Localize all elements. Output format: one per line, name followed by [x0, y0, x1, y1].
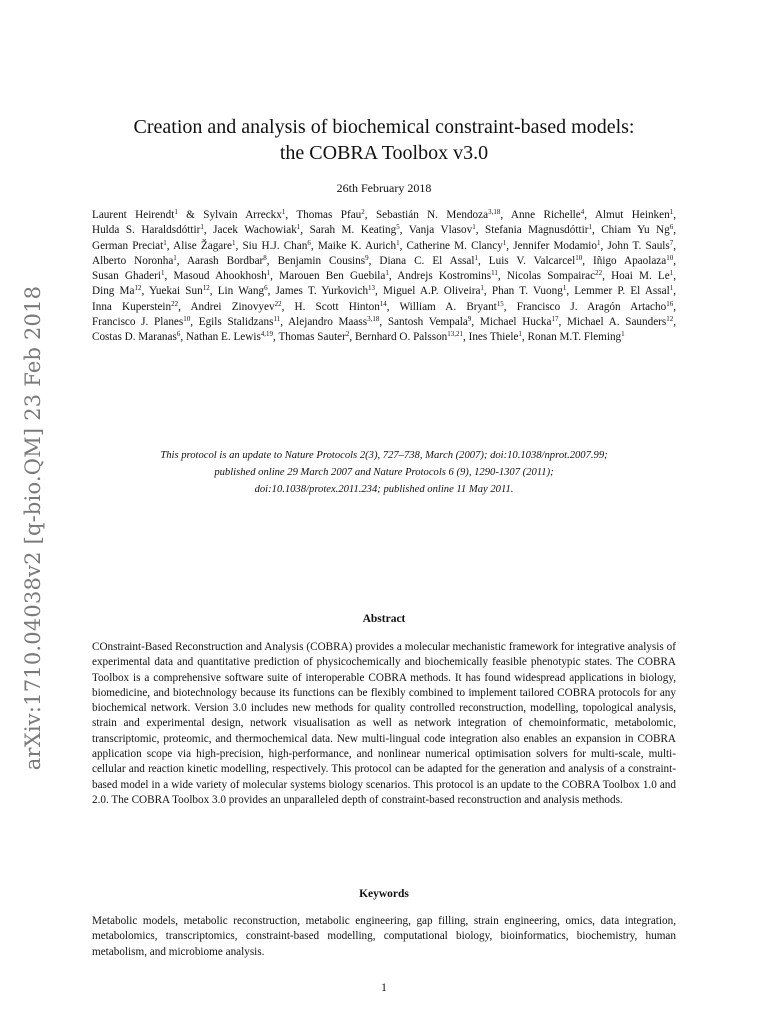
author-name: Francisco J. Planes	[92, 316, 184, 329]
author-affiliation: 13,21	[447, 330, 464, 339]
author-name: Andrejs Kostromins	[397, 270, 492, 283]
protocol-note-line-2: published online 29 March 2007 and Nature Protocols 6 (9), 1290-1307 (2011);	[214, 467, 554, 478]
author-name: Hoai M. Le	[611, 270, 670, 283]
author-name: German Preciat	[92, 239, 164, 252]
author-entry	[213, 224, 300, 236]
author-name: Andrei Zinovyev	[190, 300, 275, 313]
author-affiliation: 6	[264, 284, 268, 293]
author-entry	[276, 285, 376, 297]
author-entry	[318, 240, 400, 252]
author-entry	[242, 240, 310, 252]
author-entry	[611, 270, 673, 282]
keywords-text: Metabolic models, metabolic reconstruction, metabolic engineering, gap filling, strain engineering, omics, data integration, metabolomics, transcriptomics, constraint-based modelling, computational biology, bioinformatics, biochemistry, human metabolism, and microbiome analysis.	[92, 915, 676, 958]
author-entry	[199, 316, 280, 328]
author-affiliation: 1	[562, 284, 567, 293]
author-affiliation: 4	[580, 208, 585, 216]
author-entry	[92, 255, 177, 267]
author-affiliation: 16	[666, 299, 674, 308]
author-name: Sebastián N. Mendoza	[375, 209, 489, 221]
author-affiliation: 12	[134, 284, 142, 293]
author-affiliation: 1	[669, 208, 674, 216]
author-affiliation: 1	[281, 208, 286, 216]
author-affiliation: 1	[480, 284, 484, 293]
author-name: Miguel A.P. Oliveira	[383, 285, 481, 298]
author-affiliation: 1	[518, 330, 522, 339]
author-entry	[149, 285, 210, 297]
paper-title	[60, 114, 708, 166]
author-entry	[288, 316, 379, 328]
author-affiliation: 1	[669, 284, 674, 293]
author-entry	[407, 240, 507, 252]
protocol-update-note	[92, 447, 676, 498]
protocol-note-line-3: doi:10.1038/protex.2011.234; published online 11 May 2011.	[254, 484, 514, 495]
author-entry	[92, 270, 164, 282]
author-affiliation: 1	[163, 238, 167, 247]
author-entry	[607, 240, 673, 252]
author-name: Susan Ghaderi	[92, 270, 161, 283]
author-name: Lin Wang	[217, 285, 265, 298]
author-name: H. Scott Hinton	[294, 300, 380, 313]
author-entry	[469, 331, 522, 343]
author-entry	[92, 240, 167, 252]
author-entry	[574, 285, 673, 297]
author-entry	[511, 209, 584, 221]
author-name: Nicolas Sompairac	[506, 270, 596, 283]
author-affiliation: 1	[173, 253, 177, 262]
author-affiliation: 1	[396, 238, 400, 247]
author-entry	[492, 285, 566, 297]
author-name: Aarash Bordbar	[186, 254, 264, 267]
author-affiliation: 5	[396, 223, 400, 232]
author-affiliation: 2	[361, 208, 365, 216]
author-name: Chiam Yu Ng	[601, 224, 670, 237]
author-affiliation: 10	[666, 253, 674, 262]
author-name: Ines Thiele	[468, 331, 519, 344]
author-entry	[279, 270, 389, 282]
author-affiliation: 1	[200, 223, 204, 232]
author-name: Lemmer P. El Assal	[574, 285, 670, 298]
author-name: Ronan M.T. Fleming	[527, 331, 622, 344]
author-affiliation: 1	[174, 208, 178, 216]
author-entry	[295, 301, 387, 313]
author-entry	[388, 316, 472, 328]
author-name: Francisco J. Aragón Artacho	[516, 300, 667, 313]
author-entry	[278, 331, 349, 343]
author-entry	[528, 331, 625, 343]
author-entry	[310, 224, 400, 236]
author-name: Thomas Pfau	[296, 209, 362, 221]
author-name: Hulda S. Haraldsdóttir	[92, 224, 201, 237]
author-affiliation: 1	[588, 223, 592, 232]
author-name: Thomas Sauter	[278, 331, 346, 344]
author-name: Maike K. Aurich	[317, 239, 397, 252]
author-entry	[218, 285, 268, 297]
author-affiliation: 1	[385, 269, 389, 278]
author-affiliation: 22	[274, 299, 282, 308]
author-name: Ding Ma	[92, 285, 135, 298]
author-entry	[92, 316, 190, 328]
author-name: Masoud Ahookhosh	[173, 270, 267, 283]
author-name: Catherine M. Clancy	[406, 239, 503, 252]
author-name: Nathan E. Lewis	[185, 331, 261, 344]
author-name: Jacek Wachowiak	[213, 224, 297, 237]
author-affiliation: 9	[467, 315, 472, 324]
author-entry	[517, 301, 673, 313]
author-affiliation: 9	[365, 253, 369, 262]
author-affiliation: 3,18	[488, 208, 501, 216]
paper-title-line-1: Creation and analysis of biochemical constraint-based models:	[133, 116, 635, 138]
author-entry	[190, 301, 281, 313]
author-name: Michael A. Saunders	[566, 316, 667, 329]
author-name: William A. Bryant	[399, 300, 497, 313]
author-entry	[376, 209, 500, 221]
author-affiliation: 1	[502, 238, 507, 247]
author-entry	[567, 316, 673, 328]
author-affiliation: 13	[368, 284, 376, 293]
author-affiliation: 11	[273, 315, 281, 324]
author-affiliation: 4,19	[260, 330, 274, 339]
author-affiliation: 1	[596, 238, 601, 247]
author-affiliation: 17	[551, 315, 559, 324]
author-entry	[601, 224, 673, 236]
author-affiliation: 12	[202, 284, 210, 293]
author-name: James T. Yurkovich	[275, 285, 369, 298]
author-entry	[92, 301, 178, 313]
author-entry	[480, 316, 559, 328]
author-affiliation: 1	[474, 253, 478, 262]
author-affiliation: 2	[345, 330, 350, 339]
author-affiliation: 15	[496, 299, 504, 308]
protocol-note-line-1: This protocol is an update to Nature Protocols 2(3), 727–738, March (2007); doi:10.1038/nprot.2007.99;	[160, 450, 608, 461]
abstract-heading: Abstract	[362, 613, 406, 625]
author-entry	[278, 255, 369, 267]
author-entry	[187, 255, 267, 267]
author-entry	[355, 331, 463, 343]
author-entry	[409, 224, 476, 236]
author-entry	[92, 285, 141, 297]
author-name: Santosh Vempala	[387, 316, 468, 329]
author-name: Alejandro Maass	[288, 316, 368, 329]
author-affiliation: 10	[575, 253, 583, 262]
author-affiliation: 7	[669, 238, 674, 247]
author-affiliation: 22	[595, 269, 603, 278]
author-name: Luis V. Valcarcel	[488, 254, 576, 267]
author-entry	[489, 255, 582, 267]
author-entry	[383, 285, 484, 297]
author-name: Vanja Vlasov	[408, 224, 473, 237]
author-entry	[186, 331, 273, 343]
author-affiliation: 12	[666, 315, 674, 324]
author-affiliation: 10	[183, 315, 191, 324]
author-entry	[507, 270, 602, 282]
author-entry	[595, 209, 673, 221]
author-name: Yuekai Sun	[149, 285, 203, 298]
author-entry	[397, 270, 498, 282]
author-name: Iñigo Apaolaza	[593, 254, 667, 267]
author-affiliation: 11	[491, 269, 498, 278]
author-entry	[173, 270, 270, 282]
author-name: Almut Heinken	[594, 209, 670, 221]
author-entry	[92, 209, 178, 221]
author-affiliation: 1	[296, 223, 301, 232]
author-name: Inna Kuperstein	[92, 300, 172, 313]
author-affiliation: 6	[307, 238, 311, 247]
author-name: Sylvain Arreckx	[203, 209, 282, 221]
author-name: Alise Žagare	[173, 239, 232, 252]
author-affiliation: 1	[621, 330, 625, 339]
author-affiliation: 22	[171, 299, 179, 308]
author-name: Sarah M. Keating	[309, 224, 397, 237]
author-affiliation: 1	[160, 269, 165, 278]
author-entry	[203, 209, 285, 221]
author-affiliation: 1	[669, 269, 674, 278]
author-affiliation: 3,18	[367, 315, 380, 324]
author-name: Siu H.J. Chan	[242, 239, 308, 252]
author-entry	[400, 301, 504, 313]
author-name: Michael Hucka	[479, 316, 552, 329]
arxiv-identifier-stamp[interactable]: arXiv:1710.04038v2 [q-bio.QM] 23 Feb 2018	[21, 285, 45, 771]
author-affiliation: 6	[176, 330, 181, 339]
author-affiliation: 6	[669, 223, 674, 232]
author-entry	[379, 255, 478, 267]
author-entry	[296, 209, 364, 221]
author-name: Laurent Heirendt	[92, 209, 175, 221]
author-entry	[513, 240, 600, 252]
author-entry	[92, 331, 180, 343]
author-name: Phan T. Vuong	[491, 285, 563, 298]
author-entry	[593, 255, 673, 267]
author-name: Benjamin Cousins	[277, 254, 366, 267]
author-name: Anne Richelle	[510, 209, 581, 221]
author-affiliation: 1	[266, 269, 271, 278]
keywords-heading: Keywords	[359, 888, 409, 900]
author-name: Marouen Ben Guebila	[279, 270, 386, 283]
author-name: John T. Sauls	[607, 239, 670, 252]
author-name: Bernhard O. Palsson	[354, 331, 448, 344]
author-affiliation: 14	[379, 299, 387, 308]
author-name: Egils Stalidzans	[198, 316, 274, 329]
author-affiliation: 1	[472, 223, 476, 232]
author-entry	[485, 224, 592, 236]
author-name: Diana C. El Assal	[379, 254, 475, 267]
author-entry	[92, 224, 204, 236]
page-number: 1	[381, 982, 387, 994]
author-name: Costas D. Maranas	[92, 331, 177, 344]
author-affiliation: 8	[263, 253, 267, 262]
author-entry	[173, 240, 235, 252]
abstract-text: COnstraint-Based Reconstruction and Analysis (COBRA) provides a molecular mechanistic framework for integrative analysis of experimental data and quantitative prediction of physicochemically and biochemically feasible phenotypic states. The COBRA Toolbox is a comprehensive software suite of interoperable COBRA methods. It has found widespread applications in biology, biomedicine, and biotechnology because its functions can be flexibly combined to implement tailored COBRA protocols for any biochemical network. Version 3.0 includes new methods for quality controlled reconstruction, modelling, topological analysis, strain and experimental design, network visualisation as well as network integration of chemoinformatic, metabolomic, transcriptomic, proteomic, and thermochemical data. New multi-lingual code integration also enables an expansion in COBRA application scope via high-precision, high-performance, and nonlinear numerical optimisation solvers for multi-scale, multi-cellular and reaction kinetic modelling, respectively. This protocol can be adapted for the generation and analysis of a constraint-based model in a wide variety of molecular systems biology scenarios. This protocol is an update to the COBRA Toolbox 1.0 and 2.0. The COBRA Toolbox 3.0 provides an unparalleled depth of constraint-based reconstruction and analysis methods.	[92, 641, 676, 806]
paper-title-line-2: the COBRA Toolbox v3.0	[279, 142, 489, 164]
author-affiliation: 1	[231, 238, 236, 247]
author-name: Stefania Magnusdóttir	[485, 224, 589, 237]
author-list: Laurent Heirendt$^1$ & Sylvain Arreckx$^1$, Thomas Pfau$^2$, Sebastián N. Mendoza$^{3,18}$, Anne Richelle$^4$, Almut Heinken$^1$, Hulda S. Haraldsdóttir$^1$, Jacek Wachowiak$^1$, Sarah M. Keating$^5$, Vanja Vlasov$^1$, Stefania Magnusdóttir$^1$, Chiam Yu Ng$^6$, German Preciat$^1$, Alise Žagare$^1$, Siu H.J. Chan$^6$, Maike K. Aurich$^1$, Catherine M. Clancy$^1$, Jennifer Modamio$^1$, John T. Sauls$^7$, Alberto Noronha$^1$, Aarash Bordbar$^8$, Benjamin Cousins$^9$, Diana C. El Assal$^1$, Luis V. Valcarcel$^{10}$, Iñigo Apaolaza$^{10}$, Susan Ghaderi$^1$, Masoud Ahookhosh$^1$, Marouen Ben Guebila$^1$, Andrejs Kostromins$^{11}$, Nicolas Sompairac$^{22}$, Hoai M. Le$^1$, Ding Ma$^{12}$, Yuekai Sun$^{12}$, Lin Wang$^6$, James T. Yurkovich$^{13}$, Miguel A.P. Oliveira$^1$, Phan T. Vuong$^1$, Lemmer P. El Assal$^1$, Inna Kuperstein$^{22}$, Andrei Zinovyev$^{22}$, H. Scott Hinton$^{14}$, William A. Bryant$^{15}$, Francisco J. Aragón Artacho$^{16}$, Francisco J. Planes$^{10}$, Egils Stalidzans$^{11}$, Alejandro Maass$^{3,18}$, Santosh Vempala$^9$, Michael Hucka$^{17}$, Michael A. Saunders$^{12}$, Costas D. Maranas$^6$, Nathan E. Lewis$^{4,19}$, Thomas Sauter$^2$, Bernhard O. Palsson$^{13,21}$, Ines Thiele$^1$, Ronan M.T. Fleming$^1$	[92, 208, 677, 344]
author-name: Alberto Noronha	[92, 254, 174, 267]
publication-date: 26th February 2018	[336, 181, 432, 195]
author-name: Jennifer Modamio	[513, 239, 597, 252]
